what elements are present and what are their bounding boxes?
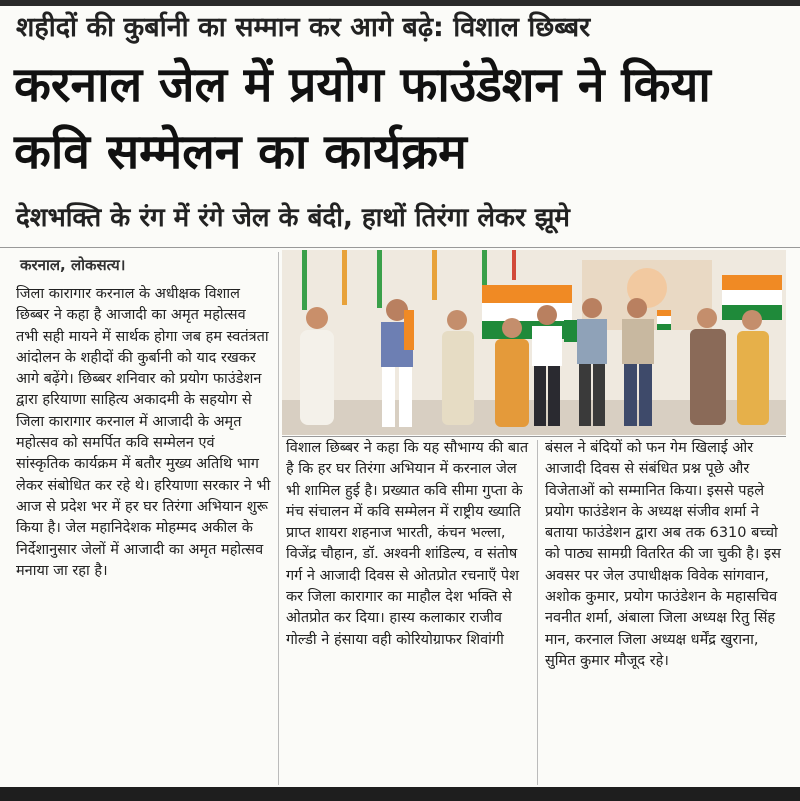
sub-headline: देशभक्ति के रंग में रंगे जेल के बंदी, हाथों तिरंगा लेकर झूमे: [16, 203, 570, 233]
bottom-border: [0, 787, 800, 801]
main-headline: करनाल जेल में प्रयोग फाउंडेशन ने किया कवि सम्मेलन का कार्यक्रम: [14, 57, 711, 180]
kicker-headline: शहीदों की कुर्बानी का सम्मान कर आगे बढ़े: विशाल छिब्बर: [16, 12, 591, 43]
column-2-text: विशाल छिब्बर ने कहा कि यह सौभाग्य की बात है कि हर घर तिरंगा अभियान में करनाल जेल भी शामिल हुई है। प्रख्यात कवि सीमा गुप्ता के मंच संचालन में कवि सम्मेलन में राष्ट्रीय ख्याति प्राप्त शायरा शहनाज भारती, कंचन भल्ला, विजेंद्र चौहान, डॉ. अश्वनी शांडिल्य, व संतोष गर्ग ने आजादी दिवस से ओतप्रोत रचनाएँ पेश कर जिला कारागार का माहौल देश भक्ति से ओतप्रोत कर दिया। हास्य कलाकार राजीव गोल्डी ने हंसाया वही कोरियोग्राफर शिवांगी: [286, 440, 529, 648]
event-photo: [282, 250, 786, 435]
column-1-text: जिला कारागार करनाल के अधीक्षक विशाल छिब्बर ने कहा है आजादी का अमृत महोत्सव तभी सही मायने में सार्थक होगा जब हम स्वतंत्रता आंदोलन के शहीदों की कुर्बानी को याद रखकर आगे बढ़ेंगे। छिब्बर शनिवार को प्रयोग फाउंडेशन द्वारा हरियाणा साहित्य अकादमी के सहयोग से जिला कारागार करनाल में आजादी के अमृत महोत्सव को समर्पित कवि सम्मेलन एवं सांस्कृतिक कार्यक्रम में बतौर मुख्य अतिथि भाग लेकर संबोधित कर रहे थे। हरियाणा सरकार ने भी आज से प्रदेश भर में हर घर तिरंगा अभियान शुरू किया है। जेल महानिदेशक मोहम्मद अकील के निर्देशानुसार जेलों में आजादी का अमृत महोत्सव मनाया जा रहा है।: [16, 286, 271, 579]
top-border: [0, 0, 800, 6]
event-photo-illustration: [282, 250, 786, 435]
article-column-1: [16, 284, 271, 789]
dateline: करनाल, लोकसत्य।: [20, 256, 126, 274]
headline-divider: [0, 247, 800, 248]
column-divider: [537, 440, 538, 785]
photo-bottom-rule: [282, 436, 786, 437]
article-column-3: [545, 438, 790, 783]
column-divider: [278, 252, 279, 785]
article-column-2: [286, 438, 531, 783]
column-3-text: बंसल ने बंदियों को फन गेम खिलाई ओर आजादी दिवस से संबंधित प्रश्न पूछे और विजेताओं को सम्मानित किया। इससे पहले प्रयोग फाउंडेशन के अध्यक्ष संजीव शर्मा ने बताया फाउंडेशन द्वारा अब तक 6310 बच्चो को पाठ्य सामग्री वितरित की जा चुकी है। इस अवसर पर जेल उपाधीक्षक विवेक सांगवान, अशोक कुमार, प्रयोग फाउंडेशन के महासचिव नवनीत शर्मा, अंबाला जिला अध्यक्ष रितु सिंह मान, करनाल जिला अध्यक्ष धर्मेंद्र खुराना, सुमित कुमार मौजूद रहे।: [545, 440, 781, 669]
